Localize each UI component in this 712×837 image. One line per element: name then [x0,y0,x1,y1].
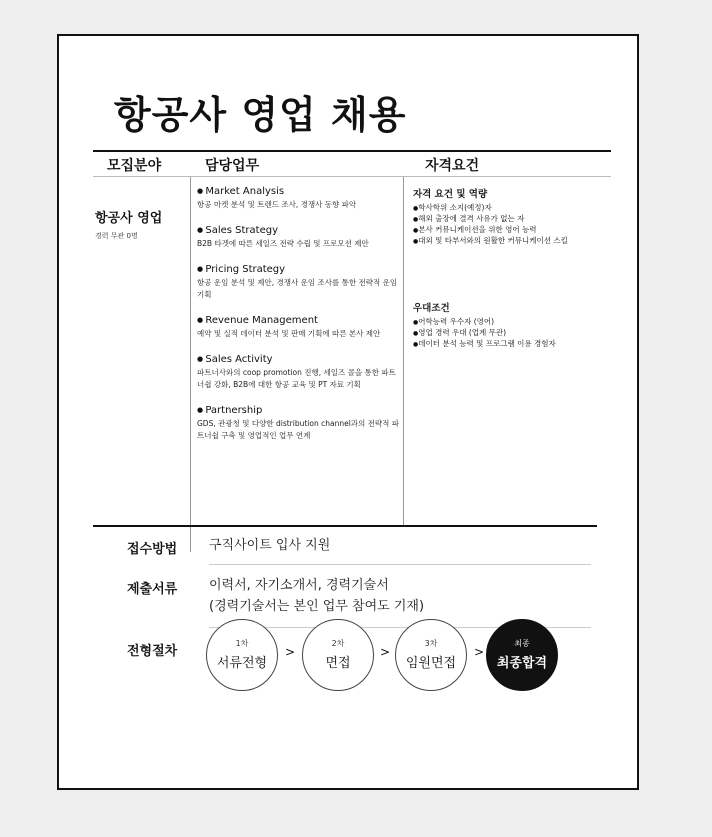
preferred-item: ● 어학능력 우수자 (영어) [413,317,608,328]
chevron-right-icon: > [285,645,296,659]
header-duties: 담당업무 [205,158,260,174]
duty-item [197,225,402,250]
chevron-right-icon: > [474,645,485,659]
requirements-heading: 자격 요건 및 역량 [413,189,488,200]
column-divider-1 [190,177,191,552]
apply-value: 구직사이트 입사 지원 [209,538,331,553]
duty-desc: B2B 타겟에 따른 세일즈 전략 수립 및 프로모션 제안 [197,239,369,248]
step-name: 면접 [325,656,351,671]
preferred-item: ● 데이터 분석 능력 및 프로그램 이용 경험자 [413,339,608,350]
duties-list [197,186,402,456]
duty-desc: 파트너사와의 coop promotion 진행, 세일즈 콜을 통한 파트너쉽 강화, B2B에 대한 항공 교육 및 PT 자료 기획 [197,368,396,389]
duty-item [197,315,402,340]
page-title: 항공사 영업 채용 [114,93,407,137]
duty-item [197,264,402,301]
process-step-1 [206,619,278,691]
process-step-2 [302,619,374,691]
field-name: 항공사 영업 [95,211,163,226]
table-bottom-divider [93,525,597,527]
duty-title: ● Revenue Management [197,315,402,326]
duty-title: ● Sales Strategy [197,225,402,236]
requirements-section [413,186,608,247]
preferred-item: ● 영업 경력 우대 (업계 무관) [413,328,608,339]
chevron-right-icon: > [380,645,391,659]
preferred-heading: 우대조건 [413,303,450,314]
duty-item [197,405,402,442]
duty-title: ● Partnership [197,405,402,416]
step-number: 2차 [331,639,345,648]
duty-item [197,354,402,391]
requirement-item: ● 해외 출장에 결격 사유가 없는 자 [413,214,608,225]
requirement-item: ● 대외 및 타부서와의 원활한 커뮤니케이션 스킬 [413,236,608,247]
duty-item [197,186,402,211]
header-underline [93,176,611,177]
header-requirements: 자격요건 [425,158,480,174]
process-step-3 [395,619,467,691]
apply-label: 접수방법 [127,542,178,557]
step-number: 1차 [235,639,249,648]
duty-desc: 항공 운임 분석 및 제안, 경쟁사 운임 조사를 통한 전략적 운임 기획 [197,278,398,299]
requirement-item: ● 본사 커뮤니케이션을 위한 영어 능력 [413,225,608,236]
column-divider-2 [403,177,404,525]
process-step-final [486,619,558,691]
documents-line1: 이력서, 자기소개서, 경력기술서 [209,578,389,593]
step-name: 최종합격 [496,656,548,671]
documents-line2: (경력기술서는 본인 업무 참여도 기재) [209,599,425,614]
row-divider [209,564,591,565]
step-number: 최종 [514,639,530,648]
requirement-item: ● 학사학위 소지(예정)자 [413,203,608,214]
header-field: 모집분야 [107,158,162,174]
duty-desc: 예약 및 실적 데이터 분석 및 판매 기획에 따른 본사 제안 [197,329,381,338]
duty-desc: GDS, 관광청 및 다양한 distribution channel과의 전략적 파트너쉽 구축 및 영업적인 업무 연계 [197,419,400,440]
duty-title: ● Market Analysis [197,186,402,197]
step-number: 3차 [424,639,438,648]
header-divider [93,150,611,152]
step-name: 서류전형 [216,656,268,671]
duty-title: ● Sales Activity [197,354,402,365]
duty-desc: 항공 마켓 분석 및 트렌드 조사, 경쟁사 동향 파악 [197,200,357,209]
documents-label: 제출서류 [127,582,178,597]
preferred-section [413,300,608,350]
process-label: 전형절차 [127,644,178,659]
duty-title: ● Pricing Strategy [197,264,402,275]
step-name: 임원면접 [405,656,457,671]
field-sub: 경력 무관 0명 [95,232,138,240]
